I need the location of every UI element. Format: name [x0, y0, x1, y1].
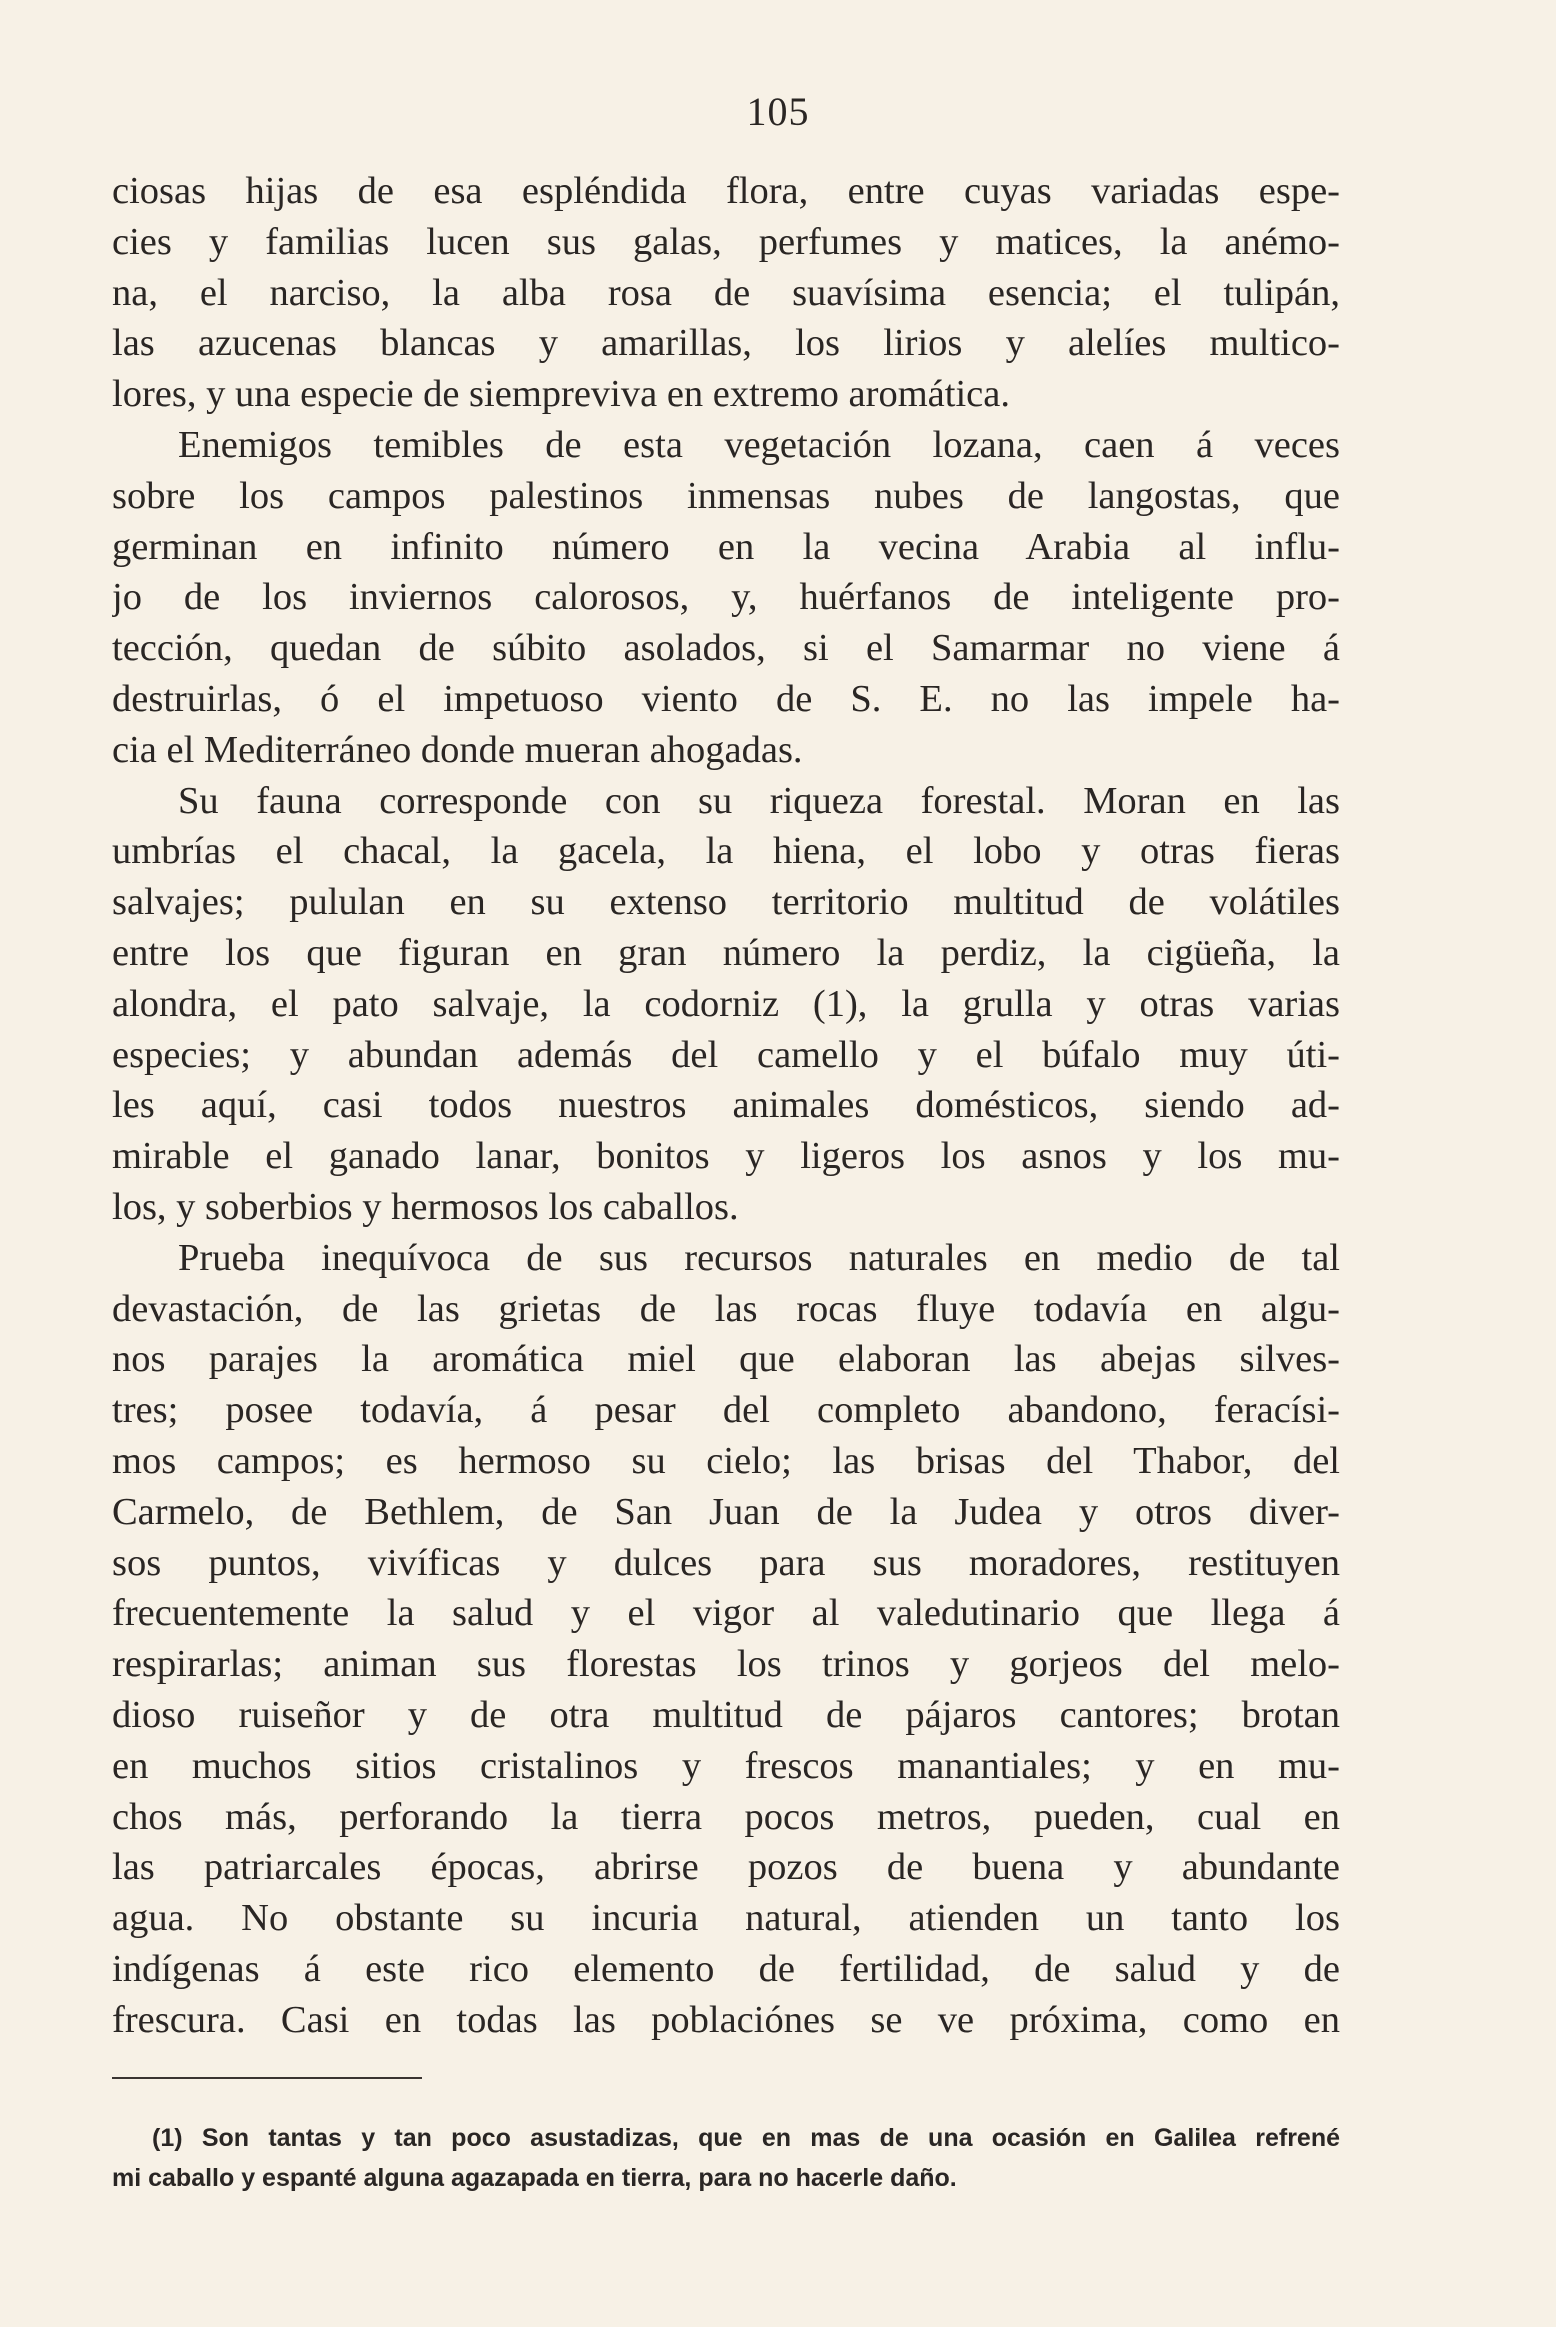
text-line: frescura. Casi en todas las poblaciónes se ve próxima, como en	[112, 1998, 1340, 2041]
text-line: Enemigos temibles de esta vegetación lozana, caen á veces	[178, 423, 1340, 466]
footnote-line: (1) Son tantas y tan poco asustadizas, que en mas de una ocasión en Galilea refrené	[152, 2124, 1340, 2152]
text-line: cia el Mediterráneo donde mueran ahogadas.	[112, 728, 803, 771]
text-line: chos más, perforando la tierra pocos metros, pueden, cual en	[112, 1795, 1340, 1838]
text-line: sobre los campos palestinos inmensas nubes de langostas, que	[112, 474, 1340, 517]
text-line: destruirlas, ó el impetuoso viento de S. E. no las impele ha-	[112, 677, 1340, 720]
text-line: frecuentemente la salud y el vigor al valedutinario que llega á	[112, 1592, 1340, 1635]
footnote	[112, 2118, 1340, 2198]
text-line: entre los que figuran en gran número la perdiz, la cigüeña, la	[112, 931, 1340, 974]
text-line: especies; y abundan además del camello y el búfalo muy úti-	[112, 1033, 1340, 1076]
text-line: respirarlas; animan sus florestas los trinos y gorjeos del melo-	[112, 1643, 1340, 1686]
body-text	[112, 166, 1340, 2045]
text-line: dioso ruiseñor y de otra multitud de pájaros cantores; brotan	[112, 1693, 1340, 1736]
text-line: Prueba inequívoca de sus recursos naturales en medio de tal	[178, 1236, 1340, 1279]
text-line: los, y soberbios y hermosos los caballos.	[112, 1185, 739, 1228]
text-line: mos campos; es hermoso su cielo; las brisas del Thabor, del	[112, 1439, 1340, 1482]
text-line: agua. No obstante su incuria natural, atienden un tanto los	[112, 1897, 1340, 1940]
text-line: cies y familias lucen sus galas, perfumes y matices, la anémo-	[112, 220, 1340, 263]
text-line: salvajes; pululan en su extenso territorio multitud de volátiles	[112, 881, 1340, 924]
text-line: mirable el ganado lanar, bonitos y ligeros los asnos y los mu-	[112, 1135, 1340, 1178]
footnote-divider	[112, 2077, 422, 2079]
text-line: na, el narciso, la alba rosa de suavísima esencia; el tulipán,	[112, 271, 1340, 314]
text-line: tección, quedan de súbito asolados, si el Samarmar no viene á	[112, 627, 1340, 670]
text-line: germinan en infinito número en la vecina Arabia al influ-	[112, 525, 1340, 568]
text-line: jo de los inviernos calorosos, y, huérfanos de inteligente pro-	[112, 576, 1340, 619]
text-line: umbrías el chacal, la gacela, la hiena, el lobo y otras fieras	[112, 830, 1340, 873]
text-line: sos puntos, vivíficas y dulces para sus moradores, restituyen	[112, 1541, 1340, 1584]
text-line: Carmelo, de Bethlem, de San Juan de la Judea y otros diver-	[112, 1490, 1340, 1533]
text-line: devastación, de las grietas de las rocas fluye todavía en algu-	[112, 1287, 1340, 1330]
text-line: Su fauna corresponde con su riqueza forestal. Moran en las	[178, 779, 1340, 822]
text-line: las patriarcales épocas, abrirse pozos de buena y abundante	[112, 1846, 1340, 1889]
text-line: lores, y una especie de siempreviva en extremo aromática.	[112, 373, 1010, 416]
text-line: tres; posee todavía, á pesar del completo abandono, feracísi-	[112, 1389, 1340, 1432]
text-line: las azucenas blancas y amarillas, los lirios y alelíes multico-	[112, 322, 1340, 365]
text-line: alondra, el pato salvaje, la codorniz (1), la grulla y otras varias	[112, 982, 1340, 1025]
text-line: en muchos sitios cristalinos y frescos manantiales; y en mu-	[112, 1744, 1340, 1787]
page-number: 105	[746, 89, 810, 134]
text-line: nos parajes la aromática miel que elaboran las abejas silves-	[112, 1338, 1340, 1381]
text-line: les aquí, casi todos nuestros animales domésticos, siendo ad-	[112, 1084, 1340, 1127]
text-line: ciosas hijas de esa espléndida flora, entre cuyas variadas espe-	[112, 170, 1340, 212]
footnote-line: mi caballo y espanté alguna agazapada en tierra, para no hacerle daño.	[112, 2164, 957, 2192]
text-line: indígenas á este rico elemento de fertilidad, de salud y de	[112, 1947, 1340, 1990]
